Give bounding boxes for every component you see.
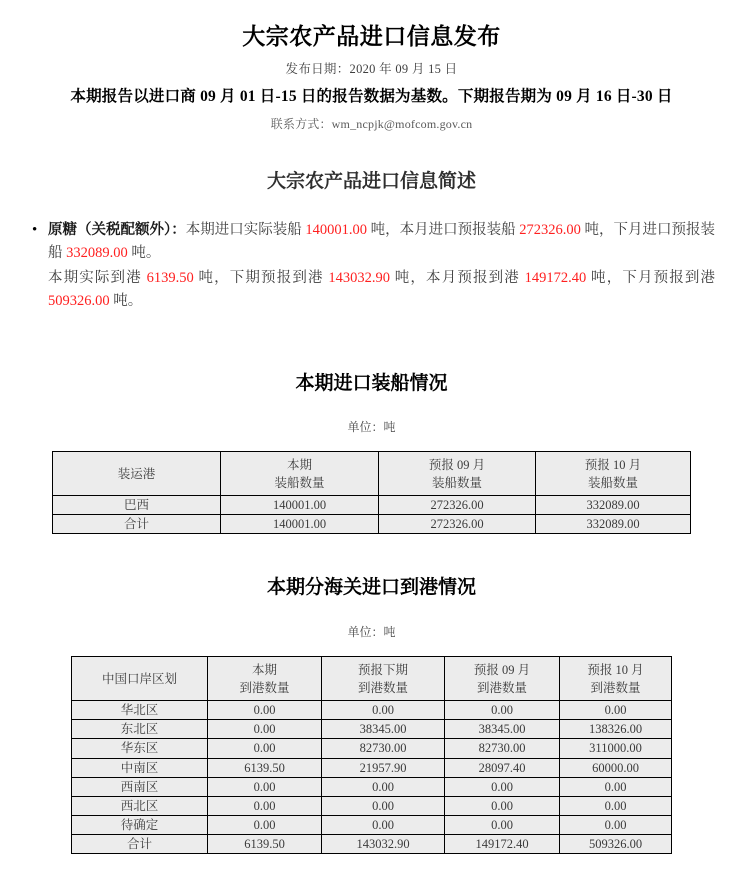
data-cell: 0.00 (560, 777, 672, 796)
page-title: 大宗农产品进口信息发布 (242, 24, 501, 49)
row-label-cell: 中南区 (72, 758, 208, 777)
list-item (48, 219, 715, 314)
column-header-line2: 装船数量 (274, 475, 325, 490)
data-cell: 0.00 (208, 739, 322, 758)
table-row (72, 720, 672, 739)
data-cell: 0.00 (322, 777, 445, 796)
row-label-cell: 东北区 (72, 720, 208, 739)
data-cell: 0.00 (445, 777, 560, 796)
data-cell: 82730.00 (445, 739, 560, 758)
row-label-cell: 合计 (53, 515, 221, 534)
row-label-cell: 西北区 (72, 796, 208, 815)
data-cell: 0.00 (560, 701, 672, 720)
table-row (72, 777, 672, 796)
data-cell: 0.00 (322, 796, 445, 815)
table-row (72, 796, 672, 815)
data-cell: 0.00 (445, 815, 560, 834)
arrival-table-wrapper (0, 656, 743, 854)
column-header-line1: 预报 09 月 (428, 457, 486, 472)
summary-section-title: 大宗农产品进口信息简述 (266, 170, 476, 192)
summary-text-2: 吨，本月进口预报装船 (367, 221, 520, 238)
summary-paragraph-2 (48, 267, 715, 314)
column-header-line1: 本期 (286, 457, 312, 472)
summary-text-8: 吨，下月预报到港 (586, 269, 716, 286)
column-header-2 (379, 452, 536, 496)
summary-text-9: 吨。 (109, 293, 143, 310)
column-header-1 (208, 657, 322, 701)
summary-text-3: 吨，下月进口预报装船 (48, 221, 715, 262)
table-row (72, 701, 672, 720)
column-header-3 (445, 657, 560, 701)
arrival-unit-label: 单位：吨 (347, 625, 396, 640)
column-header-line1: 预报 10 月 (584, 457, 642, 472)
row-label-cell: 待确定 (72, 815, 208, 834)
table-row (72, 835, 672, 854)
value-arrival-forecast-next-month: 509326.00 (48, 293, 110, 310)
column-header-line1: 中国口岸区划 (101, 671, 177, 686)
report-period-note: 本期报告以进口商 09 月 01 日-15 日的报告数据为基数。下期报告期为 09 月 16 日-30 日 (70, 87, 673, 105)
shipment-table-wrapper (0, 451, 743, 534)
data-cell: 0.00 (445, 701, 560, 720)
data-cell: 0.00 (208, 815, 322, 834)
data-cell: 272326.00 (379, 496, 536, 515)
shipment-table-head (53, 452, 691, 496)
value-arrival-current: 6139.50 (146, 269, 194, 286)
column-header-line1: 本期 (251, 662, 277, 677)
data-cell: 143032.90 (322, 835, 445, 854)
data-cell: 332089.00 (536, 515, 691, 534)
data-cell: 140001.00 (221, 496, 379, 515)
data-cell: 272326.00 (379, 515, 536, 534)
value-arrival-forecast-next-period: 143032.90 (328, 269, 391, 286)
value-shipment-forecast-month: 272326.00 (519, 221, 581, 238)
table-row (72, 758, 672, 777)
column-header-4 (560, 657, 672, 701)
shipment-table-body (53, 496, 691, 534)
shipment-table (52, 451, 691, 534)
table-row (53, 515, 691, 534)
data-cell: 28097.40 (445, 758, 560, 777)
column-header-1 (221, 452, 379, 496)
data-cell: 138326.00 (560, 720, 672, 739)
data-cell: 0.00 (208, 701, 322, 720)
data-cell: 0.00 (445, 796, 560, 815)
column-header-line1: 预报下期 (357, 662, 408, 677)
column-header-line2: 装船数量 (431, 475, 482, 490)
summary-text-4: 吨。 (127, 245, 161, 262)
column-header-line2: 到港数量 (476, 680, 527, 695)
data-cell: 0.00 (208, 720, 322, 739)
table-header-row (53, 452, 691, 496)
shipment-unit-label: 单位：吨 (347, 420, 396, 435)
value-shipment-forecast-next-month: 332089.00 (66, 245, 128, 262)
commodity-label: 原糖（关税配额外）： (48, 221, 186, 238)
column-header-3 (536, 452, 691, 496)
arrival-table-head (72, 657, 672, 701)
data-cell: 38345.00 (445, 720, 560, 739)
data-cell: 149172.40 (445, 835, 560, 854)
column-header-line1: 预报 09 月 (473, 662, 531, 677)
row-label-cell: 华东区 (72, 739, 208, 758)
data-cell: 0.00 (208, 777, 322, 796)
column-header-line2: 到港数量 (239, 680, 290, 695)
data-cell: 311000.00 (560, 739, 672, 758)
value-arrival-forecast-month: 149172.40 (524, 269, 587, 286)
summary-text-6: 吨，下期预报到港 (193, 269, 329, 286)
document-header (0, 22, 743, 132)
publish-date: 发布日期：2020 年 09 月 15 日 (285, 61, 458, 76)
data-cell: 0.00 (322, 701, 445, 720)
row-label-cell: 西南区 (72, 777, 208, 796)
column-header-0 (53, 452, 221, 496)
data-cell: 6139.50 (208, 835, 322, 854)
data-cell: 0.00 (322, 815, 445, 834)
data-cell: 21957.90 (322, 758, 445, 777)
summary-list (30, 219, 715, 314)
value-shipment-current: 140001.00 (305, 221, 367, 238)
table-row (53, 496, 691, 515)
summary-text-1: 本期进口实际装船 (185, 221, 306, 238)
table-row (72, 739, 672, 758)
table-header-row (72, 657, 672, 701)
shipment-section-title: 本期进口装船情况 (295, 372, 448, 394)
data-cell: 38345.00 (322, 720, 445, 739)
data-cell: 332089.00 (536, 496, 691, 515)
data-cell: 0.00 (560, 815, 672, 834)
data-cell: 6139.50 (208, 758, 322, 777)
data-cell: 0.00 (560, 796, 672, 815)
column-header-line2: 装船数量 (587, 475, 638, 490)
row-label-cell: 合计 (72, 835, 208, 854)
summary-text-7: 吨，本月预报到港 (390, 269, 525, 286)
data-cell: 0.00 (208, 796, 322, 815)
arrival-table-body (72, 701, 672, 854)
data-cell: 82730.00 (322, 739, 445, 758)
column-header-line2: 到港数量 (590, 680, 641, 695)
column-header-0 (72, 657, 208, 701)
data-cell: 60000.00 (560, 758, 672, 777)
row-label-cell: 华北区 (72, 701, 208, 720)
data-cell: 509326.00 (560, 835, 672, 854)
row-label-cell: 巴西 (53, 496, 221, 515)
data-cell: 140001.00 (221, 515, 379, 534)
summary-text-5: 本期实际到港 (48, 269, 147, 286)
report-page (0, 22, 743, 854)
arrival-table (71, 656, 672, 854)
table-row (72, 815, 672, 834)
summary-block (0, 219, 743, 314)
column-header-line1: 装运港 (117, 466, 156, 481)
contact-info: 联系方式：wm_ncpjk@mofcom.gov.cn (270, 116, 473, 131)
arrival-section-title: 本期分海关进口到港情况 (266, 577, 476, 599)
column-header-line2: 到港数量 (357, 680, 408, 695)
column-header-2 (322, 657, 445, 701)
column-header-line1: 预报 10 月 (587, 662, 644, 677)
